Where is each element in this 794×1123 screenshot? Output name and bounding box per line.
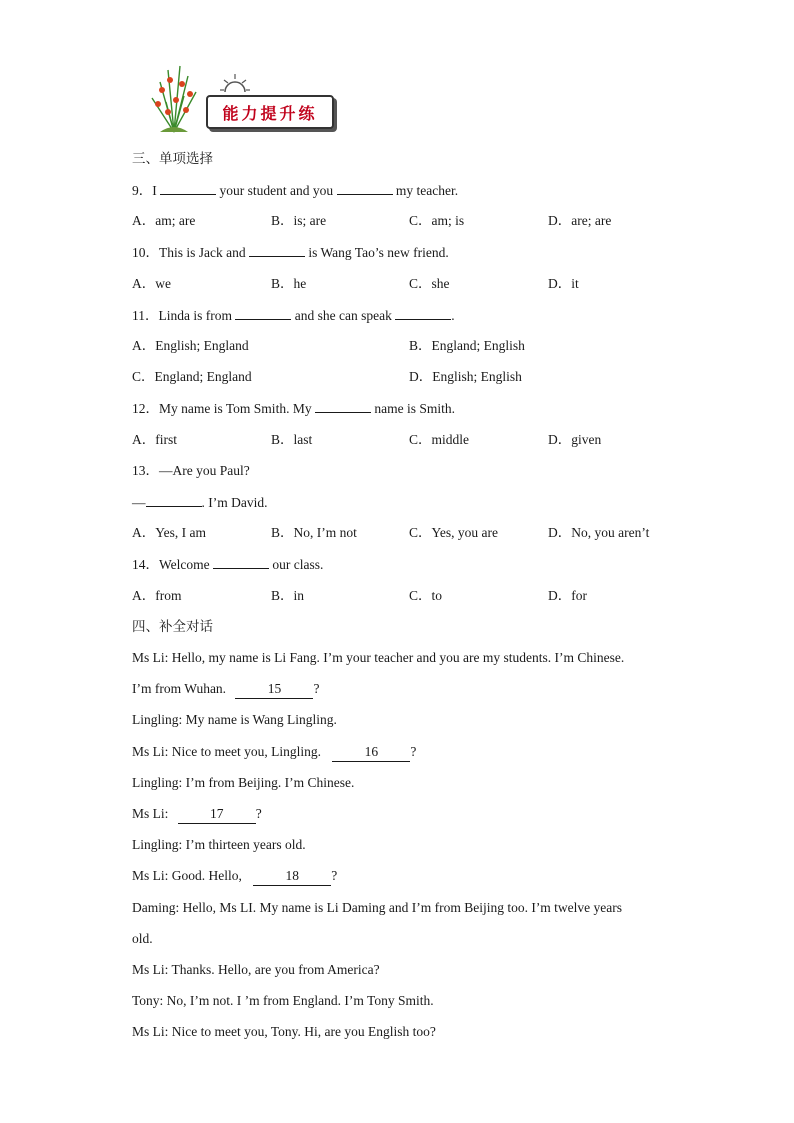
- numbered-blank-18: 18: [253, 867, 331, 886]
- dialogue-line: Ms Li: Good. Hello, 18 ?: [132, 867, 337, 886]
- question-10: 10．This is Jack and is Wang Tao’s new friend.: [132, 245, 449, 260]
- dialogue-line: Ms Li: 17 ?: [132, 805, 262, 824]
- option-a: A．am; are: [132, 213, 196, 228]
- dialogue-line: I’m from Wuhan. 15 ?: [132, 680, 319, 699]
- dialogue-line: Tony: No, I’m not. I ’m from England. I’m Tony Smith.: [132, 993, 434, 1008]
- numbered-blank-17: 17: [178, 805, 256, 824]
- option-b: B．in: [271, 588, 305, 603]
- question-14: 14．Welcome our class.: [132, 557, 324, 572]
- option-c: C．she: [409, 276, 450, 291]
- option-c: C．Yes, you are: [409, 525, 499, 540]
- section-heading-single-choice: 三、单项选择: [132, 151, 213, 167]
- option-b: B．is; are: [271, 213, 327, 228]
- option-d: D．English; English: [409, 369, 522, 384]
- question-12: 12．My name is Tom Smith. My name is Smith.: [132, 401, 455, 416]
- section-banner: [146, 62, 336, 134]
- option-d: D．are; are: [548, 213, 612, 228]
- answer-blank: [315, 399, 371, 413]
- dialogue-line: Lingling: I’m thirteen years old.: [132, 837, 306, 852]
- option-c: C．middle: [409, 432, 469, 447]
- answer-blank: [249, 243, 305, 257]
- dialogue-line: old.: [132, 931, 153, 946]
- dialogue-line: Lingling: My name is Wang Lingling.: [132, 712, 337, 727]
- sun-icon: [220, 72, 250, 94]
- answer-blank: [235, 306, 291, 320]
- option-a: A．first: [132, 432, 177, 447]
- section-heading-dialogue: 四、补全对话: [132, 619, 213, 635]
- question-13: 13．—Are you Paul?: [132, 463, 250, 478]
- numbered-blank-16: 16: [332, 743, 410, 762]
- answer-blank: [395, 306, 451, 320]
- option-b: B．England; English: [409, 338, 525, 353]
- dialogue-line: Ms Li: Nice to meet you, Tony. Hi, are you English too?: [132, 1024, 436, 1039]
- question-11: 11．Linda is from and she can speak .: [132, 308, 455, 323]
- option-b: B．he: [271, 276, 307, 291]
- answer-blank: [337, 181, 393, 195]
- option-b: B．No, I’m not: [271, 525, 357, 540]
- question-13-reply: — . I’m David.: [132, 495, 268, 510]
- option-a: A．English; England: [132, 338, 249, 353]
- answer-blank: [146, 493, 202, 507]
- option-c: C．am; is: [409, 213, 465, 228]
- option-c: C．England; England: [132, 369, 252, 384]
- answer-blank: [160, 181, 216, 195]
- option-a: A．we: [132, 276, 171, 291]
- banner-title: 能力提升练: [206, 95, 334, 129]
- dialogue-line: Ms Li: Hello, my name is Li Fang. I’m your teacher and you are my students. I’m Chinese.: [132, 650, 625, 665]
- dialogue-line: Ms Li: Nice to meet you, Lingling. 16 ?: [132, 743, 416, 762]
- option-c: C．to: [409, 588, 443, 603]
- plant-icon: [146, 62, 206, 134]
- option-d: D．No, you aren’t: [548, 525, 650, 540]
- dialogue-line: Ms Li: Thanks. Hello, are you from America?: [132, 962, 380, 977]
- answer-blank: [213, 555, 269, 569]
- numbered-blank-15: 15: [235, 680, 313, 699]
- option-d: D．it: [548, 276, 579, 291]
- question-9: 9．I your student and you my teacher.: [132, 183, 459, 198]
- option-a: A．from: [132, 588, 182, 603]
- dialogue-line: Lingling: I’m from Beijing. I’m Chinese.: [132, 775, 355, 790]
- option-d: D．given: [548, 432, 602, 447]
- option-d: D．for: [548, 588, 587, 603]
- option-b: B．last: [271, 432, 313, 447]
- dialogue-line: Daming: Hello, Ms LI. My name is Li Daming and I’m from Beijing too. I’m twelve years: [132, 900, 623, 915]
- option-a: A．Yes, I am: [132, 525, 207, 540]
